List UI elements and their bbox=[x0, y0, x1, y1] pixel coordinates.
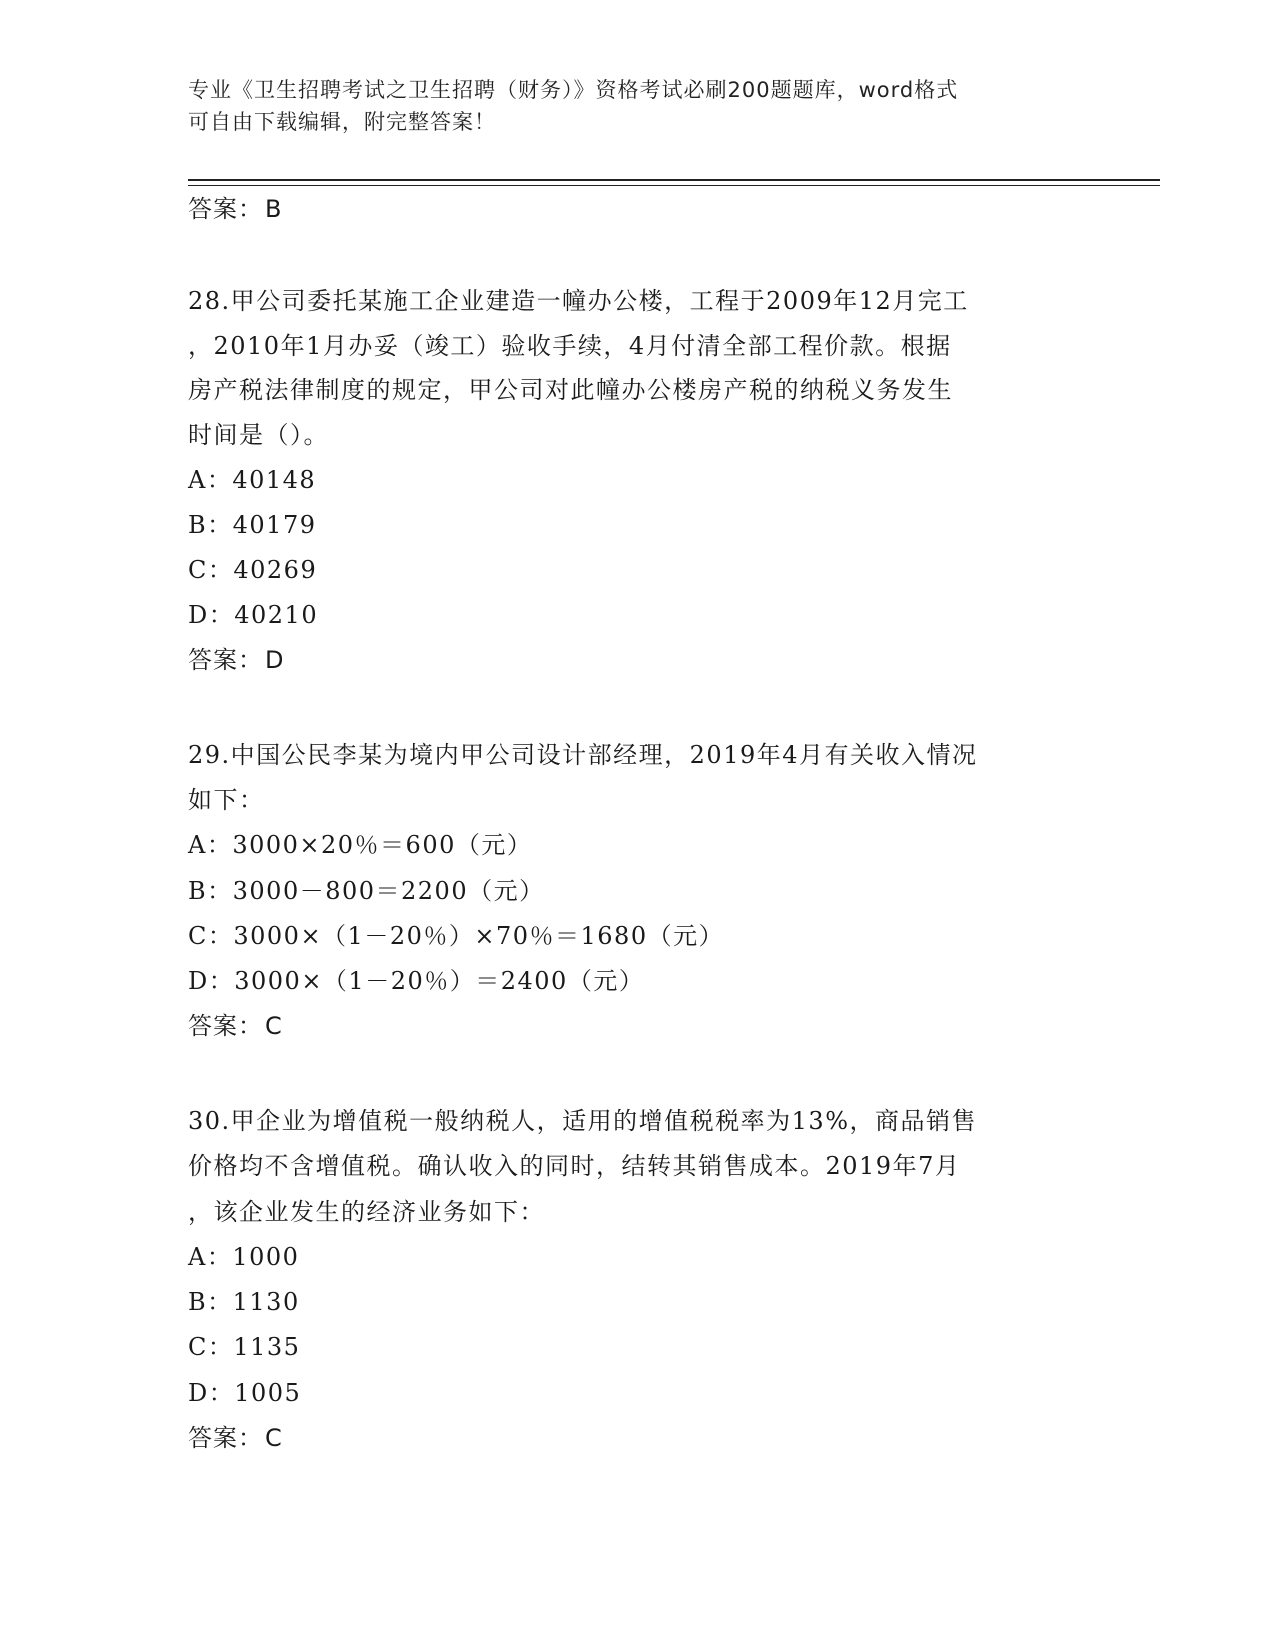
answer-label: 答案： bbox=[188, 195, 263, 223]
question-stem-line: 29.中国公民李某为境内甲公司设计部经理，2019年4月有关收入情况 bbox=[188, 741, 978, 769]
question-stem-line: 价格均不含增值税。确认收入的同时，结转其销售成本。2019年7月 bbox=[188, 1152, 961, 1180]
question-stem-line: 房产税法律制度的规定，甲公司对此幢办公楼房产税的纳税义务发生 bbox=[188, 376, 953, 404]
answer-value: D bbox=[265, 646, 285, 674]
question-stem-line: 如下： bbox=[188, 786, 265, 814]
option-d: D：40210 bbox=[188, 601, 319, 629]
answer-value: B bbox=[265, 195, 283, 223]
answer-label: 答案： bbox=[188, 1424, 263, 1452]
question-stem-line: ，2010年1月办妥（竣工）验收手续，4月付清全部工程价款。根据 bbox=[188, 332, 952, 360]
question-stem-line: ，该企业发生的经济业务如下： bbox=[188, 1198, 545, 1226]
answer-line-30 bbox=[188, 1423, 283, 1453]
option-c: C：3000×（1－20％）×70％＝1680（元） bbox=[188, 922, 725, 950]
option-c: C：40269 bbox=[188, 556, 318, 584]
answer-line-28 bbox=[188, 645, 284, 675]
option-a: A：40148 bbox=[188, 466, 317, 494]
answer-value: C bbox=[265, 1012, 283, 1040]
option-c: C：1135 bbox=[188, 1333, 301, 1361]
option-d: D：1005 bbox=[188, 1379, 302, 1407]
answer-value: C bbox=[265, 1424, 283, 1452]
question-stem-line: 30.甲企业为增值税一般纳税人，适用的增值税税率为13%，商品销售 bbox=[188, 1107, 978, 1135]
header-line-1: 专业《卫生招聘考试之卫生招聘（财务）》资格考试必刷200题题库，word格式 bbox=[188, 78, 959, 102]
option-b: B：1130 bbox=[188, 1288, 300, 1316]
option-a: A：1000 bbox=[188, 1243, 300, 1271]
option-b: B：3000－800＝2200（元） bbox=[188, 877, 545, 905]
answer-line-29 bbox=[188, 1011, 283, 1041]
document-header bbox=[188, 74, 1088, 138]
header-line-2: 可自由下载编辑，附完整答案！ bbox=[188, 110, 496, 134]
option-d: D：3000×（1－20％）＝2400（元） bbox=[188, 967, 645, 995]
answer-label: 答案： bbox=[188, 1012, 263, 1040]
header-divider-thick bbox=[188, 179, 1160, 181]
question-stem-line: 时间是（）。 bbox=[188, 421, 329, 449]
answer-line-27 bbox=[188, 194, 282, 224]
answer-label: 答案： bbox=[188, 646, 263, 674]
header-divider-thin bbox=[188, 185, 1160, 186]
option-b: B：40179 bbox=[188, 511, 317, 539]
question-stem-line: 28.甲公司委托某施工企业建造一幢办公楼，工程于2009年12月完工 bbox=[188, 287, 969, 315]
option-a: A：3000×20％＝600（元） bbox=[188, 831, 533, 859]
